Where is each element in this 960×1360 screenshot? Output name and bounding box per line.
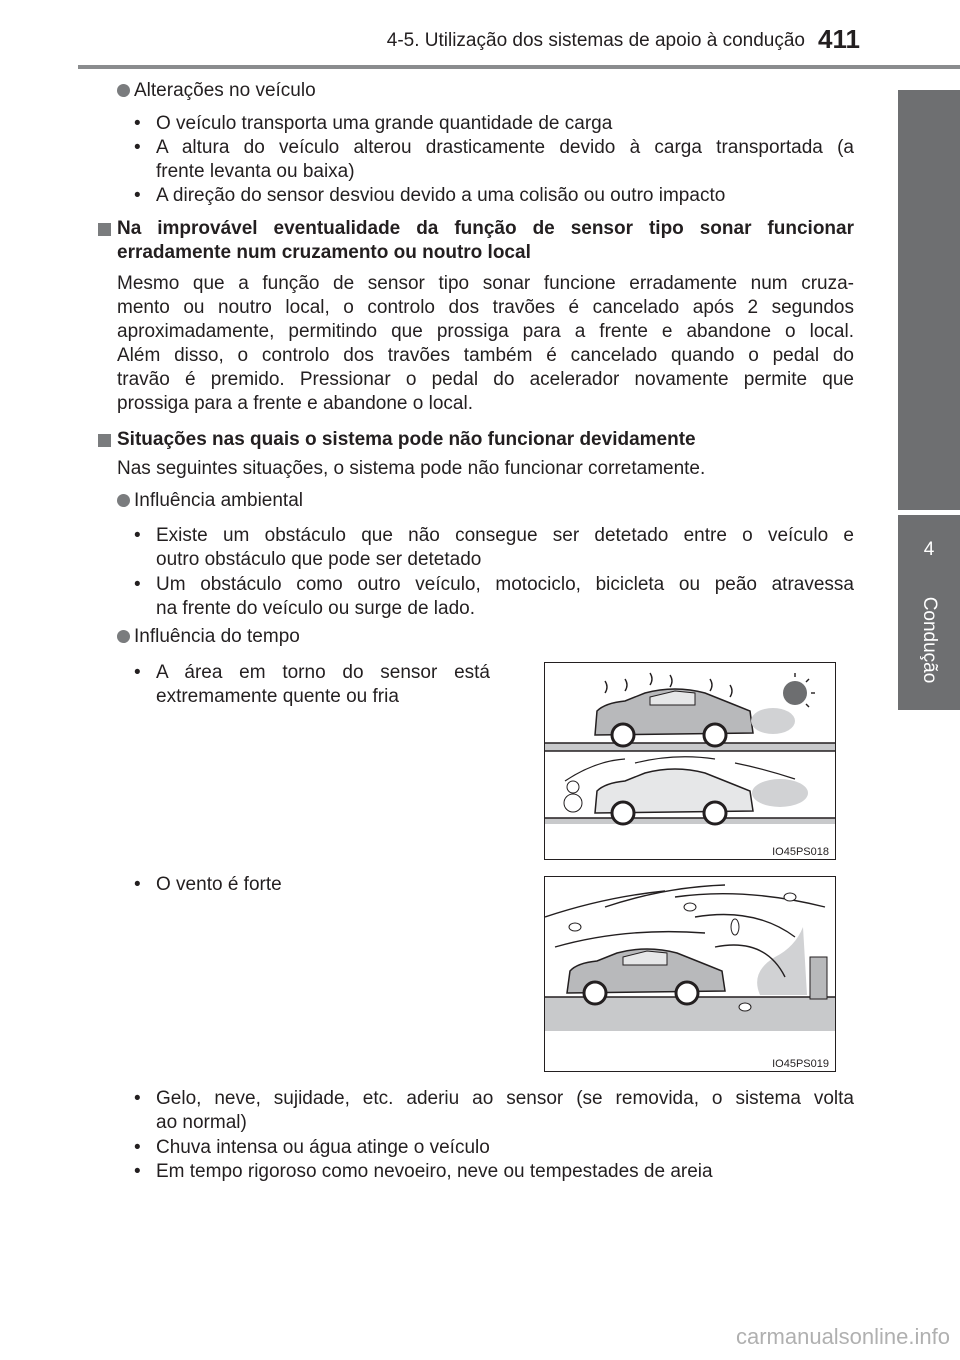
- paragraph-line: Mesmo que a função de sensor tipo sonar funcione erradamente num cruza-: [117, 273, 854, 294]
- figure-temperature: [544, 662, 836, 860]
- circle-bullet-icon: [117, 494, 130, 507]
- section-heading: Na improvável eventualidade da função de sensor tipo sonar funcionar: [117, 218, 854, 239]
- paragraph-line: mento ou noutro local, o controlo dos travões é cancelado após 2 segundos: [117, 297, 854, 318]
- list-item-cont: outro obstáculo que pode ser detetado: [156, 549, 482, 570]
- paragraph-line: aproximadamente, permitindo que prossiga para a frente e abandone o local.: [117, 321, 854, 342]
- figure-code: IO45PS018: [772, 846, 829, 858]
- list-item-cont: na frente do veículo ou surge de lado.: [156, 598, 476, 619]
- list-item-cont: extremamente quente ou fria: [156, 686, 399, 707]
- list-item-cont: frente levanta ou baixa): [156, 161, 355, 182]
- list-item: Um obstáculo como outro veículo, motociclo, bicicleta ou peão atravessa: [156, 574, 854, 595]
- side-tab-top: [898, 90, 960, 510]
- side-tab-chapter[interactable]: [898, 515, 960, 710]
- list-item: A direção do sensor desviou devido a uma colisão ou outro impacto: [156, 185, 726, 206]
- figure-code: IO45PS019: [772, 1058, 829, 1070]
- paragraph: Nas seguintes situações, o sistema pode não funcionar corretamente.: [117, 458, 706, 479]
- list-item: Em tempo rigoroso como nevoeiro, neve ou tempestades de areia: [156, 1161, 713, 1182]
- header-title: 4-5. Utilização dos sistemas de apoio à condução: [386, 30, 805, 51]
- bullet-icon: •: [134, 113, 141, 134]
- figure-wind: [544, 876, 836, 1072]
- wind-illustration: [545, 877, 835, 1071]
- list-item: Gelo, neve, sujidade, etc. aderiu ao sensor (se removida, o sistema volta: [156, 1088, 854, 1109]
- paragraph-line: travão é premido. Pressionar o pedal do acelerador novamente permite que: [117, 369, 854, 390]
- list-item-cont: ao normal): [156, 1112, 247, 1133]
- bullet-icon: •: [134, 137, 141, 158]
- subheading-weather: Influência do tempo: [134, 626, 300, 647]
- square-bullet-icon: [98, 223, 111, 236]
- subheading-environment: Influência ambiental: [134, 490, 303, 511]
- bullet-icon: •: [134, 1088, 141, 1109]
- circle-bullet-icon: [117, 630, 130, 643]
- chapter-name: Condução: [919, 596, 940, 684]
- chapter-number: 4: [923, 539, 935, 560]
- list-item: O vento é forte: [156, 874, 282, 895]
- bullet-icon: •: [134, 574, 141, 595]
- page-number: 411: [818, 24, 860, 54]
- square-bullet-icon: [98, 434, 111, 447]
- bullet-icon: •: [134, 1137, 141, 1158]
- subheading-vehicle-changes: Alterações no veículo: [134, 80, 316, 101]
- header-rule: [78, 65, 960, 69]
- paragraph-line: Além disso, o controlo dos travões também é cancelado quando o pedal do: [117, 345, 854, 366]
- bullet-icon: •: [134, 1161, 141, 1182]
- watermark: carmanualsonline.info: [735, 1324, 950, 1349]
- bullet-icon: •: [134, 662, 141, 683]
- list-item: Existe um obstáculo que não consegue ser detetado entre o veículo e: [156, 525, 854, 546]
- section-heading: Situações nas quais o sistema pode não funcionar devidamente: [117, 429, 696, 450]
- bullet-icon: •: [134, 525, 141, 546]
- list-item: O veículo transporta uma grande quantidade de carga: [156, 113, 613, 134]
- section-heading-cont: erradamente num cruzamento ou noutro local: [117, 242, 531, 263]
- bullet-icon: •: [134, 874, 141, 895]
- paragraph-line: prossiga para a frente e abandone o local.: [117, 393, 473, 414]
- bullet-icon: •: [134, 185, 141, 206]
- list-item: A altura do veículo alterou drasticamente devido à carga transportada (a: [156, 137, 854, 158]
- list-item: Chuva intensa ou água atinge o veículo: [156, 1137, 490, 1158]
- list-item: A área em torno do sensor está: [156, 662, 490, 683]
- temperature-illustration: [545, 663, 835, 859]
- circle-bullet-icon: [117, 84, 130, 97]
